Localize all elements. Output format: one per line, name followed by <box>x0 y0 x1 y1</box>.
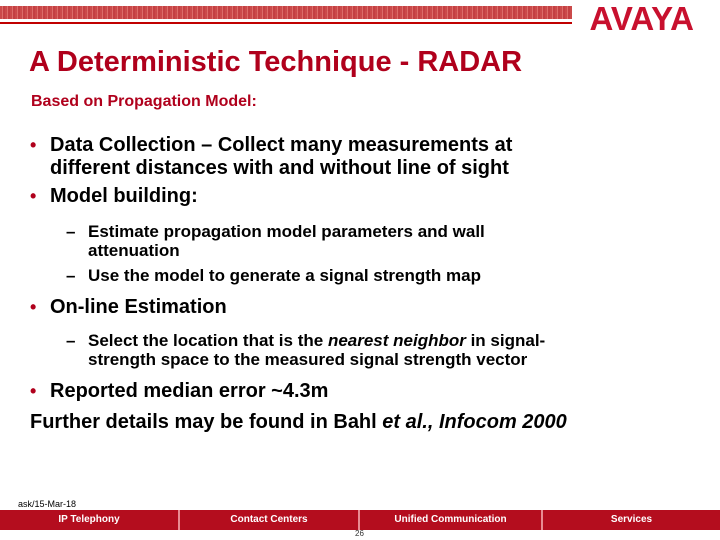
sub-bullet-text-cont: strength space to the measured signal strength vector <box>88 350 528 369</box>
sub-bullet-text-cont: attenuation <box>88 241 180 260</box>
bullet-text: Model building: <box>50 185 198 207</box>
dash-icon: – <box>66 266 76 285</box>
bullet-dot-icon: • <box>30 381 37 401</box>
bullet-reported-error <box>30 380 700 403</box>
page-number: 26 <box>355 529 364 538</box>
sub-bullet-text: Estimate propagation model parameters and wall <box>88 222 485 241</box>
slide-title: A Deterministic Technique - RADAR <box>29 46 523 78</box>
further-details-text: Further details may be found in Bahl <box>30 411 383 433</box>
further-details-emph: et al., Infocom 2000 <box>382 411 567 433</box>
bullet-text-cont: different distances with and without line of sight <box>50 157 509 179</box>
date-stamp: ask/15-Mar-18 <box>18 499 77 509</box>
header-rule <box>0 22 572 24</box>
sub-bullet-text <box>88 331 700 350</box>
dash-icon: – <box>66 331 76 350</box>
footer-bar <box>0 510 720 530</box>
bullet-model-building <box>30 185 700 208</box>
dash-icon: – <box>66 222 76 241</box>
bullet-data-collection <box>30 134 700 180</box>
sub-bullet-select-location <box>30 331 700 369</box>
sub-bullet-text: Use the model to generate a signal strength map <box>88 266 481 285</box>
slide-content <box>30 134 700 434</box>
footer-services: Services <box>610 514 653 525</box>
sub-bullet-estimate <box>30 222 700 260</box>
bullet-online-estimation <box>30 296 700 319</box>
avaya-logo: AVAYA <box>589 0 694 37</box>
further-details <box>30 411 700 434</box>
sub-bullet-text-before: Select the location that is the <box>88 331 328 350</box>
header-decorative-band <box>0 6 572 19</box>
footer-contact-centers: Contact Centers <box>180 510 360 530</box>
footer-unified-communication: Unified Communication <box>360 510 543 530</box>
bullet-text: On-line Estimation <box>50 296 227 318</box>
sub-bullet-text-after: in signal- <box>465 331 546 350</box>
bullet-dot-icon: • <box>30 135 37 155</box>
sub-bullet-use-model <box>30 266 700 285</box>
bullet-dot-icon: • <box>30 186 37 206</box>
bullet-text: Reported median error ~4.3m <box>50 380 329 402</box>
bullet-text: Data Collection – Collect many measurements at <box>50 134 513 156</box>
sub-bullet-text-emph: nearest neighbor <box>327 331 466 350</box>
bullet-dot-icon: • <box>30 297 37 317</box>
slide-subtitle: Based on Propagation Model: <box>31 93 257 110</box>
footer-ip-telephony: IP Telephony <box>0 510 180 530</box>
